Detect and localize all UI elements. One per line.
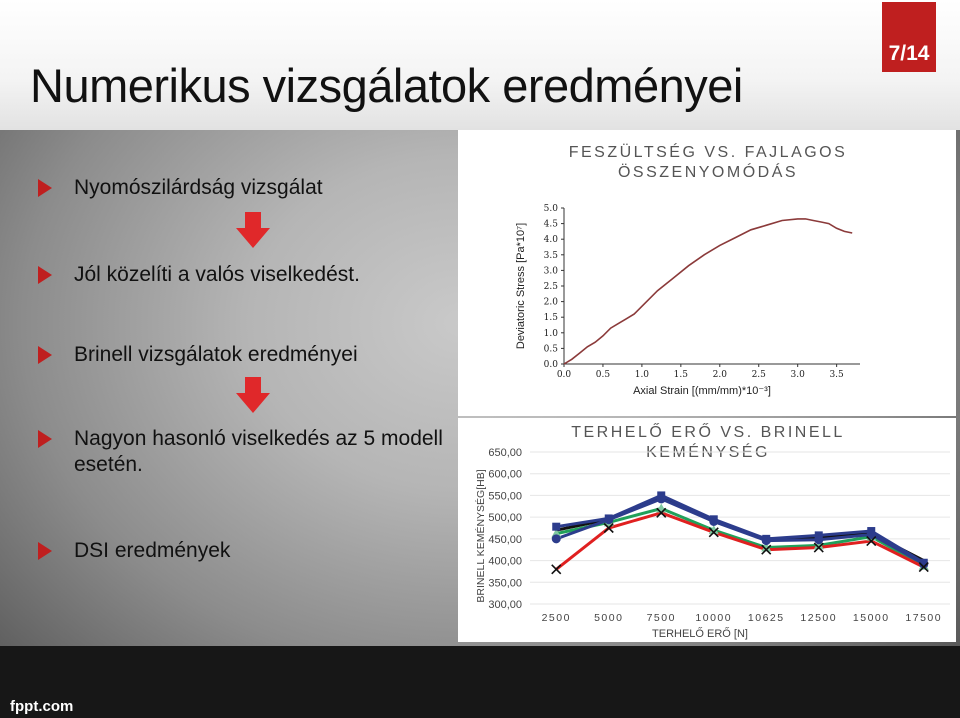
- chart-title: FESZÜLTSÉG VS. FAJLAGOS ÖSSZENYOMÓDÁS: [568, 144, 848, 181]
- y-tick-label: 0.0: [543, 360, 558, 370]
- footer-brand: fppt.com: [10, 698, 74, 715]
- x-tick-label: 12500: [800, 612, 838, 624]
- bullet-arrow-icon: [38, 266, 52, 284]
- y-tick-label: 600,00: [488, 468, 522, 481]
- slide-title: Numerikus vizsgálatok eredményei: [30, 59, 743, 112]
- y-tick-label: 1.5: [543, 313, 558, 324]
- y-tick-label: 3.0: [543, 266, 558, 277]
- bullet-arrow-icon: [38, 542, 52, 560]
- data-point: [552, 523, 560, 531]
- y-axis-label: BRINELL KEMÉNYSÉG[HB]: [475, 469, 487, 603]
- y-tick-label: 2.5: [543, 282, 558, 292]
- page-number-badge: 7/14: [882, 2, 936, 72]
- y-tick-label: 450,00: [488, 533, 522, 546]
- x-axis-label: TERHELŐ ERŐ [N]: [652, 628, 748, 640]
- bullet-item: [38, 538, 454, 564]
- x-tick-label: 15000: [852, 612, 890, 624]
- x-tick-label: 5000: [594, 612, 624, 624]
- bullet-text: Nagyon hasonló viselkedés az 5 modell esetén.: [74, 427, 443, 476]
- stress-strain-chart: [458, 130, 956, 416]
- x-tick-label: 1.0: [634, 370, 650, 380]
- y-tick-label: 2.0: [543, 297, 558, 308]
- data-point: [552, 565, 561, 574]
- brinell-chart: [458, 418, 956, 642]
- brinell-chart-panel: [458, 418, 956, 642]
- y-axis-label: Deviatoric Stress [Pa*10⁷]: [515, 222, 527, 350]
- bullet-text: Brinell vizsgálatok eredményei: [74, 343, 358, 366]
- bullet-text: Jól közelíti a valós viselkedést.: [74, 263, 360, 286]
- y-tick-label: 0.5: [543, 344, 558, 355]
- bullet-arrow-icon: [38, 346, 52, 364]
- data-point: [604, 515, 613, 524]
- title-band: [0, 0, 960, 130]
- down-arrow-icon: [236, 377, 270, 413]
- x-tick-label: 17500: [905, 612, 943, 624]
- bullet-arrow-icon: [38, 179, 52, 197]
- x-tick-label: 0.0: [556, 370, 572, 380]
- x-tick-label: 2.0: [712, 370, 727, 380]
- stress-strain-series-line: [564, 219, 852, 364]
- x-axis-label: Axial Strain [(mm/mm)*10⁻³]: [633, 385, 771, 397]
- y-tick-label: 350,00: [488, 577, 522, 590]
- bullet-item: [38, 342, 454, 368]
- x-tick-label: 7500: [646, 612, 676, 624]
- data-point: [814, 535, 823, 544]
- chart-title: TERHELŐ ERŐ VS. BRINELL KEMÉNYSÉG: [571, 424, 845, 461]
- bullet-arrow-icon: [38, 430, 52, 448]
- y-tick-label: 300,00: [488, 599, 522, 611]
- bullet-text: DSI eredmények: [74, 539, 231, 562]
- y-tick-label: 4.0: [543, 235, 558, 246]
- y-tick-label: 5.0: [543, 204, 558, 214]
- x-tick-label: 0.5: [595, 370, 611, 380]
- y-tick-label: 650,00: [488, 447, 522, 459]
- bullet-item: [38, 426, 454, 478]
- down-arrow-icon: [236, 212, 270, 248]
- x-tick-label: 10625: [747, 612, 785, 624]
- data-point: [552, 534, 561, 543]
- x-tick-label: 1.5: [673, 370, 689, 380]
- y-tick-label: 550,00: [488, 490, 522, 503]
- y-tick-label: 1.0: [543, 328, 558, 339]
- x-tick-label: 3.5: [829, 370, 844, 380]
- y-tick-label: 400,00: [488, 555, 522, 568]
- y-tick-label: 4.5: [543, 219, 558, 230]
- data-point: [709, 517, 718, 526]
- x-tick-label: 2500: [541, 612, 571, 624]
- x-tick-label: 3.0: [790, 370, 805, 380]
- stress-strain-chart-panel: [458, 130, 956, 416]
- bullet-text: Nyomószilárdság vizsgálat: [74, 176, 323, 199]
- x-tick-label: 2.5: [751, 370, 766, 380]
- bullet-item: [38, 175, 454, 201]
- y-tick-label: 500,00: [488, 512, 522, 525]
- x-tick-label: 10000: [695, 612, 733, 624]
- data-point: [762, 536, 771, 545]
- bullet-item: [38, 262, 454, 288]
- y-tick-label: 3.5: [543, 250, 558, 261]
- data-point: [657, 494, 666, 503]
- footer-bar: [0, 646, 960, 718]
